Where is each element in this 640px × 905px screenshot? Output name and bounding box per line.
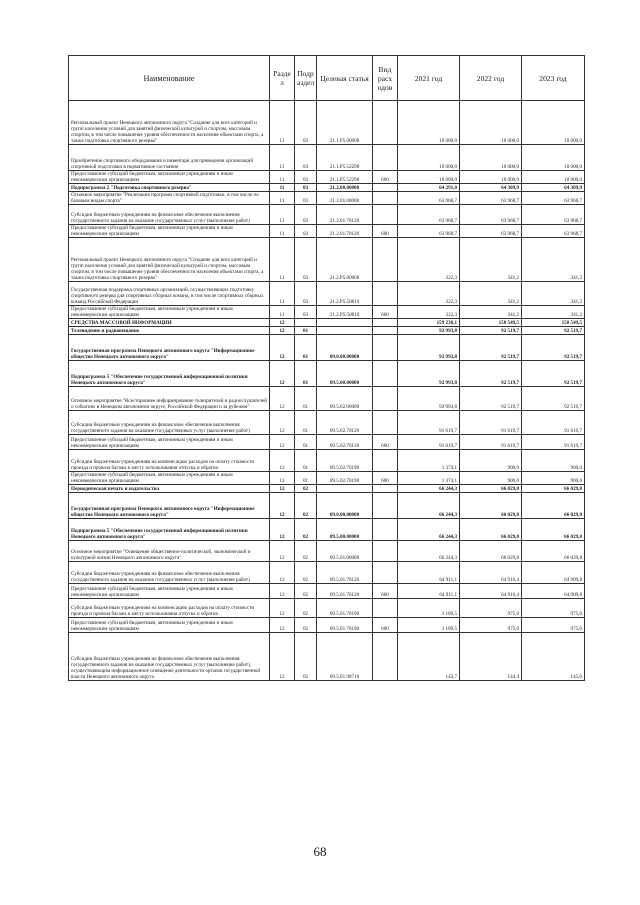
header-year-2021: 2021 год: [398, 56, 460, 101]
header-year-2023: 2023 год: [522, 56, 585, 101]
row-expense-type: 600: [373, 472, 398, 485]
row-expense-type: [373, 205, 398, 225]
row-value-2021: 63 968,7: [398, 225, 460, 238]
row-target-article: 09.5.00.00000: [317, 519, 373, 541]
row-expense-type: 600: [373, 171, 398, 184]
row-expense-type: 600: [373, 225, 398, 238]
table-row: [69, 633, 585, 681]
row-expense-type: [373, 633, 398, 681]
row-value-2021: 10 000,0: [398, 101, 460, 145]
row-value-2022: 10 000,0: [460, 171, 522, 184]
row-subsection: 01: [295, 450, 317, 472]
row-subsection: 02: [295, 618, 317, 633]
row-name: Региональный проект Ненецкого автономного округа "Создание для всех категорий и групп населения условий для занятий физической культурой и спортом, массовым спортом, в том числе повышение уровня обеспеченности населения объектами спорта, а также подготовка спортивного резерва": [69, 101, 270, 145]
row-value-2023: 92 519,7: [522, 387, 585, 411]
table-row: [69, 519, 585, 541]
row-expense-type: [373, 184, 398, 192]
row-subsection: 03: [295, 282, 317, 306]
row-value-2022: 10 000,0: [460, 145, 522, 171]
row-value-2021: 10 000,0: [398, 145, 460, 171]
row-name: Предоставление субсидий бюджетным, автономным учреждениям и иным некоммерческим организациям: [69, 435, 270, 450]
row-expense-type: 600: [373, 618, 398, 633]
row-value-2022: 144,4: [460, 633, 522, 681]
row-expense-type: [373, 541, 398, 562]
table-row: [69, 541, 585, 562]
row-target-article: 09.5.01.70120: [317, 562, 373, 584]
table-row: [69, 618, 585, 633]
row-name: Государственная поддержка спортивных организаций, осуществляющих подготовку спортивного резерва для спортивных сборных команд, в том числе спортивных сборных команд Российской Федерации: [69, 282, 270, 306]
row-value-2022: 63 968,7: [460, 225, 522, 238]
row-name: Телевидение и радиовещание: [69, 327, 270, 335]
row-value-2021: 66 244,3: [398, 485, 460, 493]
row-value-2023: 92 519,7: [522, 335, 585, 361]
row-value-2021: 64 911,1: [398, 584, 460, 599]
row-value-2023: 66 029,8: [522, 519, 585, 541]
row-value-2023: 975,0: [522, 618, 585, 633]
row-value-2021: 63 968,7: [398, 192, 460, 205]
row-section: 11: [270, 192, 295, 205]
row-expense-type: [373, 519, 398, 541]
row-expense-type: 600: [373, 584, 398, 599]
row-target-article: 21.1.Р5.52290: [317, 171, 373, 184]
row-target-article: 09.5.02.70120: [317, 435, 373, 450]
row-value-2022: 158 549,5: [460, 319, 522, 327]
row-value-2021: 322,3: [398, 306, 460, 319]
row-target-article: 09.5.02.00000: [317, 387, 373, 411]
row-section: 12: [270, 450, 295, 472]
row-target-article: 09.5.01.70190: [317, 618, 373, 633]
row-expense-type: [373, 238, 398, 282]
row-value-2022: 900,0: [460, 450, 522, 472]
row-target-article: 21.2.01.00000: [317, 192, 373, 205]
row-value-2023: 91 619,7: [522, 411, 585, 435]
table-row: [69, 361, 585, 387]
row-target-article: 09.5.02.70120: [317, 411, 373, 435]
row-section: 12: [270, 472, 295, 485]
row-target-article: 21.2.00.00000: [317, 184, 373, 192]
row-subsection: 02: [295, 519, 317, 541]
table-row: [69, 387, 585, 411]
row-subsection: 02: [295, 493, 317, 519]
row-value-2021: 92 993,8: [398, 387, 460, 411]
row-name: Основное мероприятие "Освещение общественно-политической, экономической и культурной жизни Ненецкого автономного округа": [69, 541, 270, 562]
table-row: [69, 319, 585, 327]
row-value-2022: 64 910,4: [460, 562, 522, 584]
row-section: 12: [270, 618, 295, 633]
row-target-article: 09.0.00.00000: [317, 493, 373, 519]
row-subsection: 02: [295, 584, 317, 599]
row-value-2022: 92 519,7: [460, 327, 522, 335]
row-value-2022: 92 519,7: [460, 335, 522, 361]
row-name: Предоставление субсидий бюджетным, автономным учреждениям и иным некоммерческим организациям: [69, 225, 270, 238]
row-section: 12: [270, 633, 295, 681]
row-value-2023: 341,2: [522, 282, 585, 306]
row-subsection: 02: [295, 599, 317, 618]
row-value-2022: 341,2: [460, 238, 522, 282]
table-row: [69, 145, 585, 171]
table-row: [69, 171, 585, 184]
row-target-article: 21.2.01.70120: [317, 225, 373, 238]
row-name: Предоставление субсидий бюджетным, автономным учреждениям и иным некоммерческим организациям: [69, 306, 270, 319]
row-expense-type: 600: [373, 306, 398, 319]
row-value-2023: 63 968,7: [522, 205, 585, 225]
row-value-2022: 975,0: [460, 618, 522, 633]
row-value-2021: 91 619,7: [398, 411, 460, 435]
row-value-2022: 92 519,7: [460, 361, 522, 387]
row-name: Основное мероприятие "Всестороннее информирование телезрителей и радиослушателей о событиях в Ненецком автономном округе, Российской Федерации и за рубежом": [69, 387, 270, 411]
row-value-2023: 900,0: [522, 472, 585, 485]
table-row: [69, 411, 585, 435]
row-value-2023: 10 000,0: [522, 101, 585, 145]
row-name: Субсидии бюджетным учреждениям на финансовое обеспечение выполнения государственного задания на оказание государственных услуг (выполнение работ): [69, 411, 270, 435]
row-target-article: 09.5.01.70120: [317, 584, 373, 599]
row-name: СРЕДСТВА МАССОВОЙ ИНФОРМАЦИИ: [69, 319, 270, 327]
row-expense-type: [373, 361, 398, 387]
row-target-article: [317, 327, 373, 335]
row-name: Субсидии бюджетным учреждениям на компенсацию расходов на оплату стоимости проезда и провоза багажа к месту использования отпуска и обратно: [69, 599, 270, 618]
row-name: Государственная программа Ненецкого автономного округа "Информационное общество Ненецкого автономного округа": [69, 335, 270, 361]
row-subsection: 03: [295, 184, 317, 192]
row-subsection: 02: [295, 562, 317, 584]
row-expense-type: [373, 450, 398, 472]
row-expense-type: [373, 485, 398, 493]
row-name: Субсидии бюджетным учреждениям на финансовое обеспечение выполнения государственного задания на оказание государственных услуг (выполнение работ): [69, 205, 270, 225]
row-name: Подпрограмма 5 "Обеспечение государственной информационной политики Ненецкого автономного округа": [69, 519, 270, 541]
row-name: Субсидии бюджетным учреждениям на финансовое обеспечение выполнения государственного задания на оказание государственных услуг (выполнение работ): [69, 562, 270, 584]
row-section: 12: [270, 361, 295, 387]
row-value-2023: 66 029,8: [522, 541, 585, 562]
row-value-2021: 66 244,3: [398, 493, 460, 519]
row-expense-type: [373, 101, 398, 145]
table-row: [69, 238, 585, 282]
row-section: 11: [270, 225, 295, 238]
row-name: Предоставление субсидий бюджетным, автономным учреждениям и иным некоммерческим организациям: [69, 584, 270, 599]
row-value-2021: 1 189,5: [398, 618, 460, 633]
row-value-2021: 91 619,7: [398, 435, 460, 450]
table-row: [69, 435, 585, 450]
row-target-article: 21.1.Р5.00000: [317, 101, 373, 145]
row-expense-type: [373, 327, 398, 335]
row-value-2023: 66 029,8: [522, 485, 585, 493]
row-section: 12: [270, 327, 295, 335]
row-expense-type: [373, 411, 398, 435]
row-value-2021: 1 374,1: [398, 450, 460, 472]
row-value-2021: 92 993,8: [398, 361, 460, 387]
budget-table-container: [68, 55, 584, 681]
row-value-2021: 64 911,1: [398, 562, 460, 584]
row-subsection: 03: [295, 306, 317, 319]
row-value-2022: 91 619,7: [460, 435, 522, 450]
row-name: Приобретение спортивного оборудования и инвентаря для приведения организаций спортивной подготовки в нормативное состояние: [69, 145, 270, 171]
row-value-2021: 143,7: [398, 633, 460, 681]
row-value-2021: 322,3: [398, 238, 460, 282]
row-expense-type: [373, 145, 398, 171]
row-name: Субсидии бюджетным учреждениям на финансовое обеспечение выполнения государственного задания на оказание государственных услуг (выполнение работ), осуществляющим информационное освещение деятельности органов государственной власти Ненецкого автономного округа: [69, 633, 270, 681]
row-value-2023: 92 519,7: [522, 327, 585, 335]
header-expense-type: Вид расх одов: [373, 56, 398, 101]
row-expense-type: [373, 562, 398, 584]
row-target-article: [317, 485, 373, 493]
row-value-2023: 341,2: [522, 238, 585, 282]
row-subsection: 02: [295, 485, 317, 493]
row-value-2022: 66 029,8: [460, 485, 522, 493]
row-section: 11: [270, 205, 295, 225]
row-value-2021: 1 189,5: [398, 599, 460, 618]
row-value-2023: 91 619,7: [522, 435, 585, 450]
row-section: 12: [270, 387, 295, 411]
row-section: 12: [270, 562, 295, 584]
table-row: [69, 192, 585, 205]
row-section: 11: [270, 238, 295, 282]
table-row: [69, 225, 585, 238]
table-row: [69, 282, 585, 306]
row-subsection: 03: [295, 205, 317, 225]
row-subsection: 01: [295, 387, 317, 411]
row-section: 11: [270, 282, 295, 306]
row-name: Основное мероприятие "Реализация программ спортивной подготовки, в том числе по базовым видам спорта": [69, 192, 270, 205]
row-target-article: 09.5.01.00000: [317, 541, 373, 562]
row-target-article: 09.5.01.70190: [317, 599, 373, 618]
row-expense-type: [373, 493, 398, 519]
row-value-2023: 10 000,0: [522, 171, 585, 184]
row-section: 12: [270, 584, 295, 599]
row-value-2023: 158 549,5: [522, 319, 585, 327]
header-target-article: Целевая статья: [317, 56, 373, 101]
row-section: 12: [270, 411, 295, 435]
row-value-2021: 1 374,1: [398, 472, 460, 485]
row-section: 12: [270, 319, 295, 327]
row-value-2022: 66 029,8: [460, 541, 522, 562]
row-subsection: 03: [295, 101, 317, 145]
table-row: [69, 101, 585, 145]
row-name: Периодическая печать и издательства: [69, 485, 270, 493]
table-row: [69, 562, 585, 584]
row-value-2022: 341,2: [460, 282, 522, 306]
row-value-2022: 66 029,8: [460, 493, 522, 519]
row-target-article: 09.5.02.70190: [317, 450, 373, 472]
row-value-2021: 66 244,3: [398, 519, 460, 541]
row-expense-type: [373, 192, 398, 205]
row-expense-type: [373, 319, 398, 327]
row-section: 12: [270, 335, 295, 361]
row-value-2021: 92 993,8: [398, 335, 460, 361]
row-value-2022: 63 968,7: [460, 205, 522, 225]
row-name: Субсидии бюджетным учреждениям на компенсацию расходов на оплату стоимости проезда и провоза багажа к месту использования отпуска и обратно: [69, 450, 270, 472]
header-year-2022: 2022 год: [460, 56, 522, 101]
row-value-2022: 66 029,8: [460, 519, 522, 541]
row-subsection: 02: [295, 633, 317, 681]
table-row: [69, 327, 585, 335]
header-subsection: Подр аздел: [295, 56, 317, 101]
row-subsection: 01: [295, 327, 317, 335]
row-expense-type: [373, 282, 398, 306]
row-target-article: 09.0.00.00000: [317, 335, 373, 361]
row-value-2023: 10 000,0: [522, 145, 585, 171]
table-row: [69, 584, 585, 599]
row-target-article: 21.2.Р5.00000: [317, 238, 373, 282]
row-section: 11: [270, 145, 295, 171]
row-section: 12: [270, 485, 295, 493]
row-target-article: 21.1.Р5.52290: [317, 145, 373, 171]
row-section: 11: [270, 171, 295, 184]
row-value-2021: 66 244,3: [398, 541, 460, 562]
row-subsection: [295, 319, 317, 327]
budget-table: [68, 55, 585, 681]
row-name: Региональный проект Ненецкого автономного округа "Создание для всех категорий и групп населения условий для занятий физической культурой и спортом, массовым спортом, в том числе повышение уровня обеспеченности населения объектами спорта, а также подготовка спортивного резерва": [69, 238, 270, 282]
row-name: Подпрограмма 5 "Обеспечение государственной информационной политики Ненецкого автономного округа": [69, 361, 270, 387]
row-subsection: 01: [295, 411, 317, 435]
row-subsection: 01: [295, 472, 317, 485]
row-value-2022: 64 910,4: [460, 584, 522, 599]
row-target-article: 09.5.01.98710: [317, 633, 373, 681]
row-subsection: 03: [295, 192, 317, 205]
row-section: 12: [270, 599, 295, 618]
table-row: [69, 184, 585, 192]
row-value-2022: 341,2: [460, 306, 522, 319]
row-subsection: 03: [295, 238, 317, 282]
row-value-2022: 975,0: [460, 599, 522, 618]
row-subsection: 02: [295, 541, 317, 562]
table-row: [69, 472, 585, 485]
row-value-2021: 92 993,8: [398, 327, 460, 335]
row-target-article: 09.5.00.00000: [317, 361, 373, 387]
row-expense-type: [373, 599, 398, 618]
row-subsection: 03: [295, 145, 317, 171]
row-target-article: 21.2.Р5.50810: [317, 306, 373, 319]
row-expense-type: [373, 335, 398, 361]
row-section: 12: [270, 519, 295, 541]
row-value-2023: 900,0: [522, 450, 585, 472]
row-subsection: 01: [295, 435, 317, 450]
row-subsection: 01: [295, 361, 317, 387]
table-body: [69, 101, 585, 681]
row-name: Предоставление субсидий бюджетным, автономным учреждениям и иным некоммерческим организациям: [69, 618, 270, 633]
row-subsection: 03: [295, 171, 317, 184]
table-row: [69, 599, 585, 618]
row-value-2023: 64 909,8: [522, 584, 585, 599]
row-value-2023: 975,0: [522, 599, 585, 618]
table-row: [69, 205, 585, 225]
table-row: [69, 485, 585, 493]
row-value-2023: 341,2: [522, 306, 585, 319]
row-name: Предоставление субсидий бюджетным, автономным учреждениям и иным некоммерческим организациям: [69, 472, 270, 485]
row-value-2023: 64 909,8: [522, 562, 585, 584]
row-target-article: 09.5.02.70190: [317, 472, 373, 485]
row-value-2023: 145,0: [522, 633, 585, 681]
row-value-2022: 64 309,9: [460, 184, 522, 192]
table-row: [69, 306, 585, 319]
table-row: [69, 450, 585, 472]
row-expense-type: 600: [373, 435, 398, 450]
row-value-2022: 10 000,0: [460, 101, 522, 145]
row-section: 11: [270, 306, 295, 319]
table-row: [69, 335, 585, 361]
row-value-2021: 159 238,1: [398, 319, 460, 327]
row-value-2022: 91 619,7: [460, 411, 522, 435]
row-name: Подпрограмма 2 "Подготовка спортивного резерва": [69, 184, 270, 192]
row-subsection: 03: [295, 225, 317, 238]
row-section: 12: [270, 493, 295, 519]
row-value-2023: 63 968,7: [522, 225, 585, 238]
row-target-article: 21.2.01.70120: [317, 205, 373, 225]
table-row: [69, 493, 585, 519]
page-number: 68: [313, 844, 327, 859]
row-section: 11: [270, 101, 295, 145]
row-section: 12: [270, 541, 295, 562]
header-section: Разде л: [270, 56, 295, 101]
header-name: Наименование: [69, 56, 270, 101]
row-name: Государственная программа Ненецкого автономного округа "Информационное общество Ненецкого автономного округа": [69, 493, 270, 519]
row-value-2023: 64 309,9: [522, 184, 585, 192]
row-value-2021: 10 000,0: [398, 171, 460, 184]
row-section: 11: [270, 184, 295, 192]
table-header-row: [69, 56, 585, 101]
row-target-article: 21.2.Р5.50810: [317, 282, 373, 306]
row-value-2023: 66 029,8: [522, 493, 585, 519]
row-name: Предоставление субсидий бюджетным, автономным учреждениям и иным некоммерческим организациям: [69, 171, 270, 184]
row-value-2023: 92 519,7: [522, 361, 585, 387]
row-value-2021: 63 968,7: [398, 205, 460, 225]
row-value-2022: 900,0: [460, 472, 522, 485]
row-value-2023: 63 968,7: [522, 192, 585, 205]
row-section: 12: [270, 435, 295, 450]
row-subsection: 01: [295, 335, 317, 361]
row-value-2022: 63 968,7: [460, 192, 522, 205]
row-value-2021: 64 291,0: [398, 184, 460, 192]
row-value-2022: 92 519,7: [460, 387, 522, 411]
row-expense-type: [373, 387, 398, 411]
row-target-article: [317, 319, 373, 327]
row-value-2021: 322,3: [398, 282, 460, 306]
